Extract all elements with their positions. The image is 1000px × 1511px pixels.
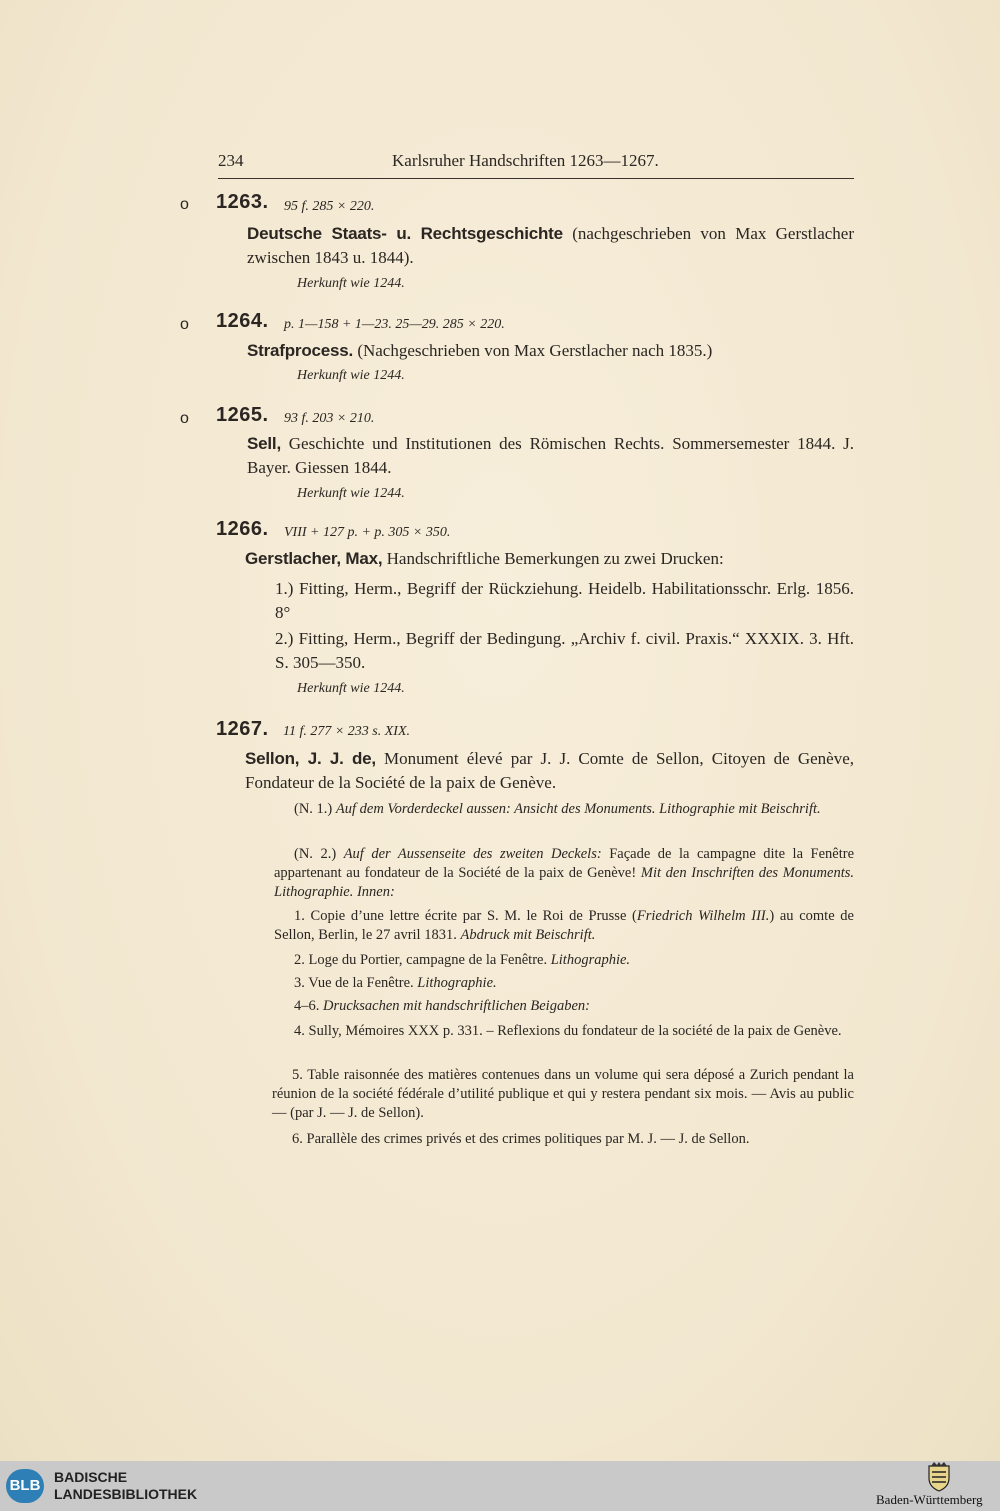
- entry-title: [245, 547, 855, 571]
- note-italic: Auf der Aussenseite des zweiten Deckels:: [343, 846, 602, 862]
- note-label: (N. 2.): [294, 846, 337, 862]
- content-italic: Lithographie.: [550, 952, 631, 968]
- blb-logo[interactable]: BLB: [6, 1469, 44, 1503]
- note-label: (N. 1.): [294, 801, 333, 817]
- footer-bar: [0, 1461, 1000, 1511]
- entry-text: Monument élevé par J. J. Comte de Sellon, Citoyen de Genève, Fondateur de la Société de la paix de Genève.: [245, 749, 854, 792]
- entry-number: 1263.: [216, 191, 269, 213]
- library-name-line: LANDESBIBLIOTHEK: [54, 1486, 198, 1502]
- library-name[interactable]: [54, 1469, 197, 1503]
- header-title: Karlsruher Handschriften 1263—1267.: [392, 151, 659, 170]
- library-name-line: BADISCHE: [54, 1469, 128, 1485]
- content-text: 1. Copie d’une lettre écrite par S. M. le Roi de Prusse (: [294, 908, 637, 924]
- entry-text: Handschriftliche Bemerkungen zu zwei Drucken:: [382, 549, 724, 568]
- entry-text: (nachgeschrieben von Max Gerstlacher zwischen 1843 u. 1844).: [247, 224, 854, 267]
- coat-of-arms-icon: [926, 1462, 952, 1492]
- content-label: 4–6.: [294, 998, 320, 1014]
- note-text: Façade de la campagne dite la Fenêtre appartenant au fondateur de la Société de la paix de Genève!: [274, 846, 855, 881]
- note-italic: Auf dem Vorderdeckel aussen: Ansicht des Monuments. Lithographie mit Beischrift.: [335, 801, 821, 817]
- content-text: 3. Vue de la Fenêtre.: [294, 975, 414, 991]
- entry-marker: o: [180, 410, 189, 427]
- content-italic: Friedrich Wilhelm III.: [636, 908, 770, 924]
- entry-provenance: Herkunft wie 1244.: [297, 681, 405, 696]
- entry-heading: Strafprocess.: [247, 341, 354, 360]
- running-header: [218, 148, 854, 179]
- entry-marker: o: [180, 196, 189, 213]
- content-italic: Drucksachen mit handschriftlichen Beigaben:: [323, 998, 590, 1014]
- content-item: 5. Table raisonnée des matières contenues dans un volume qui sera déposé a Zurich pendant la réunion de la société fédérale d’utilité publique et qui y restera pendant six mois. — Avis au public — (par J. — J. de Sellon).: [272, 1067, 854, 1121]
- content-item: [274, 997, 854, 1016]
- content-item: [274, 974, 854, 993]
- entry-number: 1266.: [216, 518, 269, 540]
- entry-number: 1264.: [216, 310, 269, 332]
- entry-heading: Sell,: [247, 434, 281, 453]
- state-name: Baden-Württemberg: [876, 1492, 983, 1507]
- list-item: 1.) Fitting, Herm., Begriff der Rückziehung. Heidelb. Habilitationsschr. Erlg. 1856. 8°: [275, 579, 854, 622]
- content-item: [274, 907, 854, 945]
- entry-title: [247, 432, 854, 480]
- content-item: 4. Sully, Mémoires XXX p. 331. – Reflexions du fondateur de la société de la paix de Genève.: [294, 1023, 842, 1039]
- entry-title: [245, 747, 854, 795]
- content-italic: Abdruck mit Beischrift.: [460, 927, 596, 943]
- entry-meta: 95 f. 285 × 220.: [284, 199, 375, 214]
- entry-number: 1267.: [216, 718, 269, 740]
- entry-meta: VIII + 127 p. + p. 305 × 350.: [284, 525, 451, 540]
- entry-text: Geschichte und Institutionen des Römischen Rechts. Sommersemester 1844. J. Bayer. Giessen 1844.: [247, 434, 854, 477]
- list-item: 2.) Fitting, Herm., Begriff der Bedingung. „Archiv f. civil. Praxis.“ XXXIX. 3. Hft. S. 305—350.: [275, 629, 854, 672]
- note-n2: [274, 845, 854, 902]
- entry-marker: o: [180, 316, 189, 333]
- content-text: ) au comte de Sellon, Berlin, le 27 avril 1831.: [274, 908, 854, 943]
- content-item: 6. Parallèle des crimes privés et des crimes politiques par M. J. — J. de Sellon.: [292, 1131, 750, 1147]
- content-item: [274, 951, 854, 970]
- entry-provenance: Herkunft wie 1244.: [297, 276, 405, 291]
- entry-meta: 93 f. 203 × 210.: [284, 411, 375, 426]
- entry-heading: Gerstlacher, Max,: [245, 549, 383, 568]
- entry-text: (Nachgeschrieben von Max Gerstlacher nach 1835.): [353, 341, 713, 360]
- entry-meta: 11 f. 277 × 233 s. XIX.: [283, 724, 411, 739]
- content-text: 2. Loge du Portier, campagne de la Fenêtre.: [294, 952, 548, 968]
- content-italic: Lithographie.: [417, 975, 497, 991]
- page-number: 234: [218, 151, 244, 170]
- entry-title: [247, 339, 857, 363]
- note-italic: Mit den Inschriften des Monuments. Lithographie. Innen:: [274, 865, 855, 900]
- entry-title: [247, 222, 854, 270]
- entry-number: 1265.: [216, 404, 269, 426]
- entry-provenance: Herkunft wie 1244.: [297, 486, 405, 501]
- note-n1: [274, 800, 854, 819]
- entry-heading: Deutsche Staats- u. Rechtsgeschichte: [247, 224, 563, 243]
- entry-provenance: Herkunft wie 1244.: [297, 368, 405, 383]
- entry-heading: Sellon, J. J. de,: [245, 749, 376, 768]
- entry-meta: p. 1—158 + 1—23. 25—29. 285 × 220.: [284, 317, 505, 332]
